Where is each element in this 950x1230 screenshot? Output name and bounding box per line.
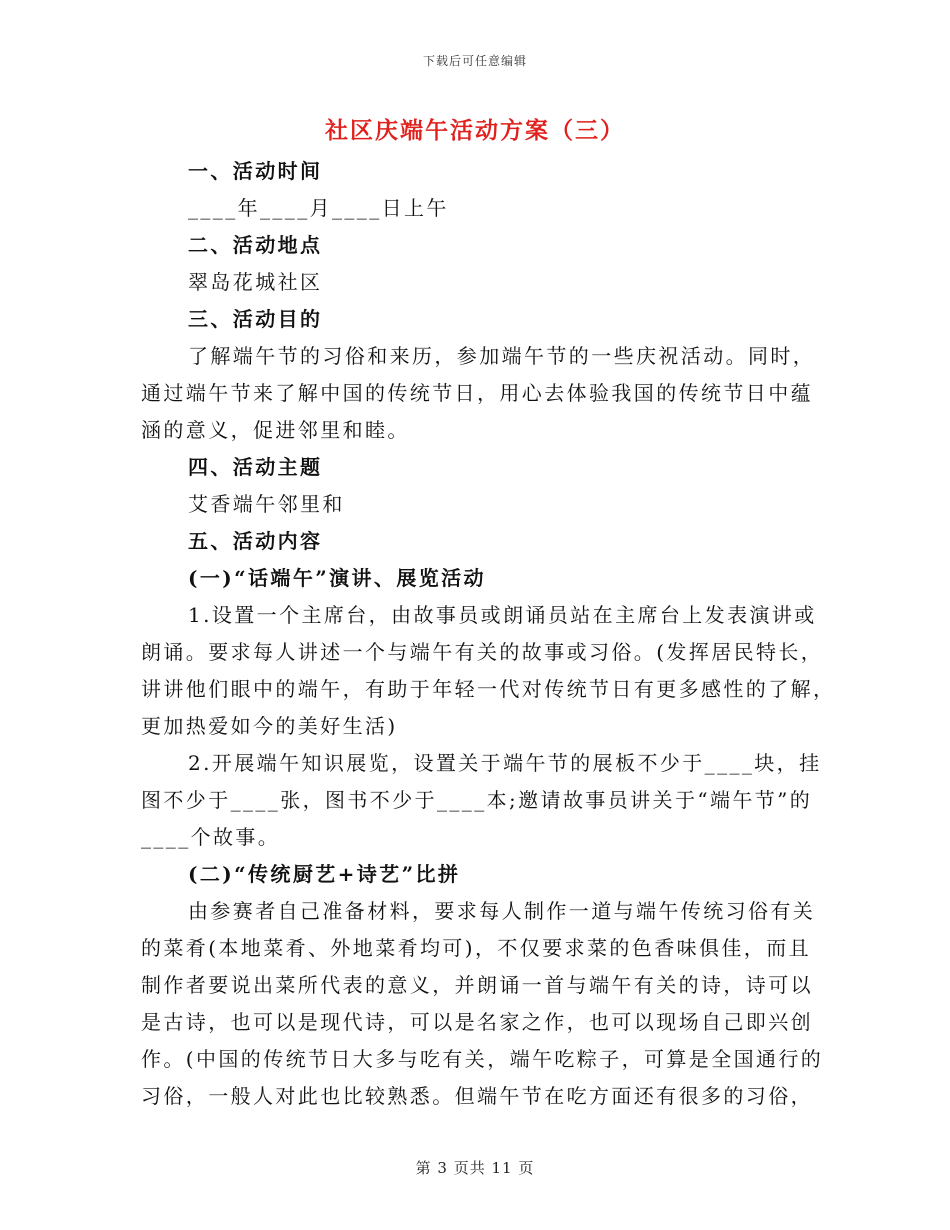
- paragraph-line: 1.设置一个主席台，由故事员或朗诵员站在主席台上发表演讲或: [188, 603, 817, 627]
- subsection-heading-cooking: (二)“传统厨艺+诗艺”比拼: [188, 862, 461, 886]
- paragraph-line: 习俗，一般人对此也比较熟悉。但端午节在吃方面还有很多的习俗，: [141, 1084, 813, 1108]
- paragraph-line: 更加热爱如今的美好生活): [141, 714, 398, 738]
- paragraph-line: 制作者要说出菜所代表的意义，并朗诵一首与端午有关的诗，诗可以: [141, 973, 813, 997]
- page-number-footer: 第 3 页共 11 页: [415, 1159, 535, 1177]
- paragraph-line: 涵的意义，促进邻里和睦。: [141, 418, 410, 442]
- section-heading-time: 一、活动时间: [188, 159, 323, 183]
- document-title: 社区庆端午活动方案（三）: [325, 117, 625, 144]
- section-heading-location: 二、活动地点: [188, 233, 323, 257]
- section-text-location: 翠岛花城社区: [188, 270, 323, 294]
- section-heading-content: 五、活动内容: [188, 529, 323, 553]
- section-text-time: ____年____月____日上午: [188, 196, 449, 220]
- header-note: 下载后可任意编辑: [422, 54, 527, 68]
- paragraph-line: 了解端午节的习俗和来历，参加端午节的一些庆祝活动。同时，: [188, 344, 816, 368]
- paragraph-line: 图不少于____张，图书不少于____本;邀请故事员讲关于“端午节”的: [141, 788, 813, 812]
- section-heading-purpose: 三、活动目的: [188, 307, 323, 331]
- paragraph-line: 是古诗，也可以是现代诗，可以是名家之作，也可以现场自己即兴创: [141, 1010, 813, 1034]
- section-text-theme: 艾香端午邻里和: [188, 492, 345, 516]
- section-heading-theme: 四、活动主题: [188, 455, 323, 479]
- paragraph-line: 的菜肴(本地菜肴、外地菜肴均可)，不仅要求菜的色香味俱佳，而且: [141, 936, 812, 960]
- paragraph-line: 通过端午节来了解中国的传统节日，用心去体验我国的传统节日中蕴: [141, 381, 813, 405]
- document-body: [141, 153, 836, 1115]
- paragraph-line: 朗诵。要求每人讲述一个与端午有关的故事或习俗。(发挥居民特长，: [141, 640, 824, 664]
- subsection-heading-speech: (一)“话端午”演讲、展览活动: [188, 566, 486, 590]
- paragraph-line: 作。(中国的传统节日大多与吃有关，端午吃粽子，可算是全国通行的: [141, 1047, 824, 1071]
- paragraph-line: ____个故事。: [141, 825, 281, 849]
- paragraph-line: 由参赛者自己准备材料，要求每人制作一道与端午传统习俗有关: [188, 899, 816, 923]
- paragraph-line: 2.开展端午知识展览，设置关于端午节的展板不少于____块，挂: [188, 751, 822, 775]
- paragraph-line: 讲讲他们眼中的端午，有助于年轻一代对传统节日有更多感性的了解，: [141, 677, 836, 701]
